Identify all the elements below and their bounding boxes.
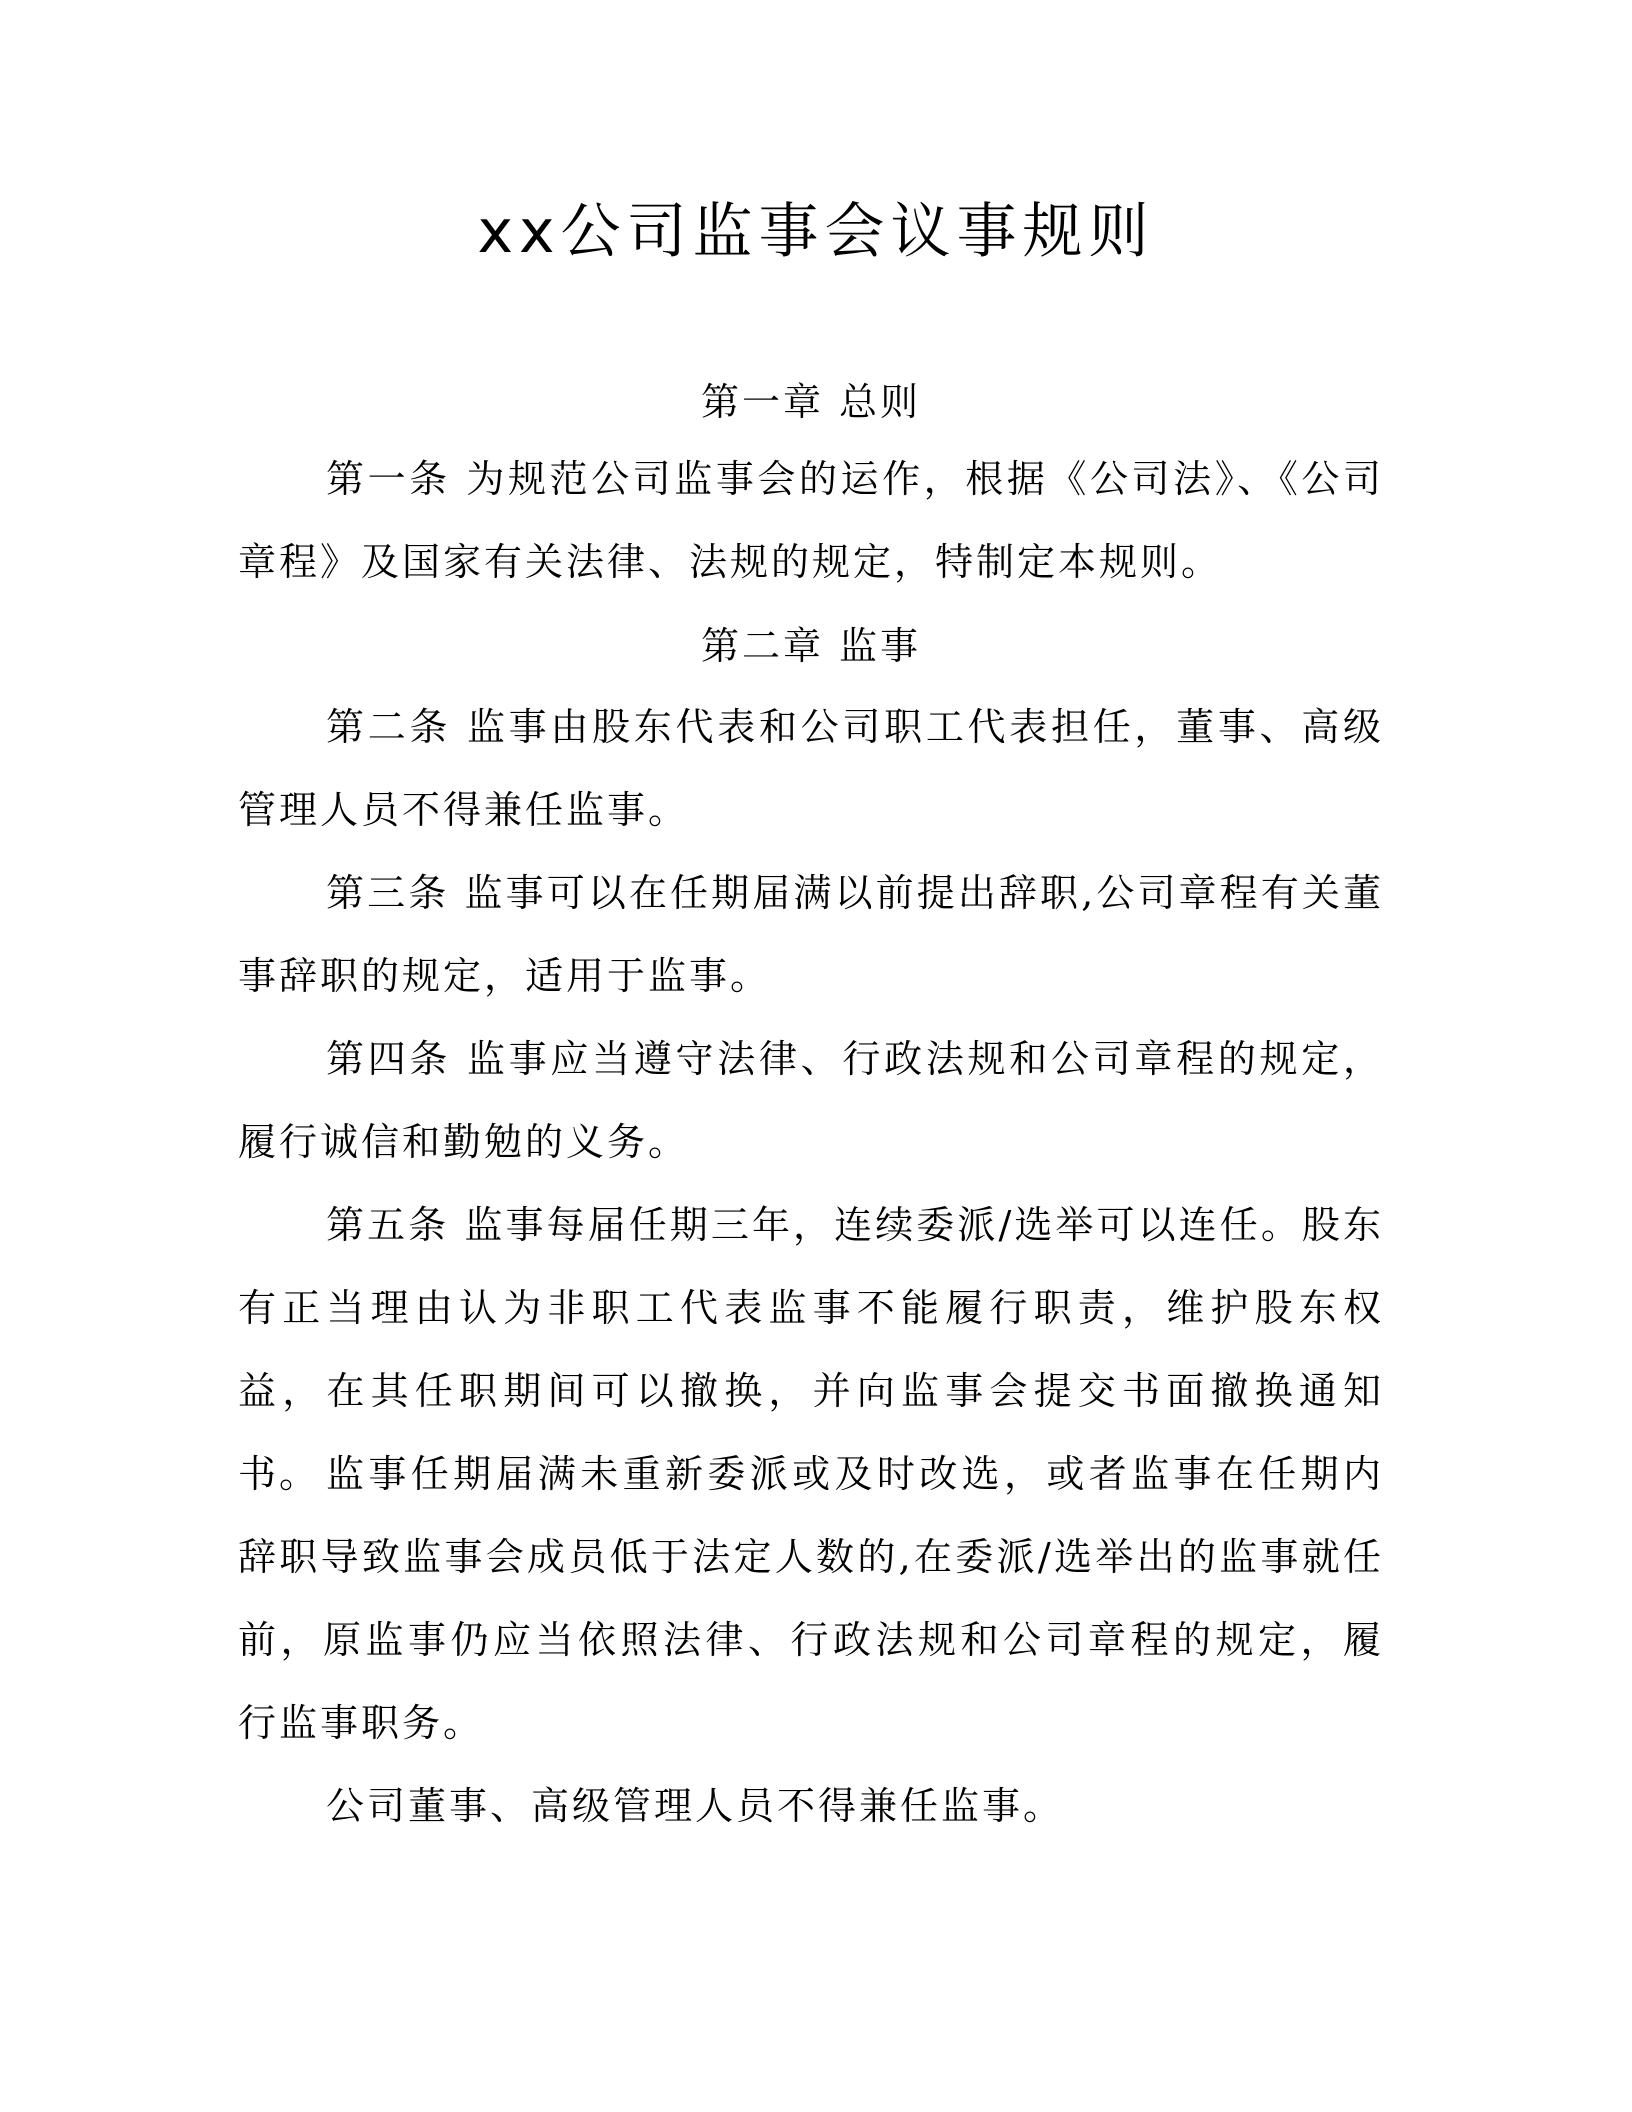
chapter-heading-1: 第一章 总则 [700,380,922,424]
chapter-heading-2: 第二章 监事 [700,624,922,668]
article-3: 第三条 监事可以在任期届满以前提出辞职,公司章程有关董事辞职的规定，适用于监事。 [238,871,1384,998]
article-5: 第五条 监事每届任期三年，连续委派/选举可以连任。股东有正当理由认为非职工代表监事不能履行职责，维护股东权益，在其任职期间可以撤换，并向监事会提交书面撤换通知书。 [238,1203,1384,1496]
article-5-paragraph-3: 公司董事、高级管理人员不得兼任监事。 [326,1784,1065,1828]
article-2: 第二条 监事由股东代表和公司职工代表担任，董事、高级管理人员不得兼任监事。 [238,705,1384,832]
document-title: xx公司监事会议事规则 [477,197,1155,267]
article-5-paragraph-2: 监事任期届满未重新委派或及时改选，或者监事在任期内辞职导致监事会成员低于法定人数的,在委派/选举出的监事就任前，原监事仍应当依照法律、行政法规和公司章程的规定，履行监事职务。 [238,1452,1384,1745]
article-4: 第四条 监事应当遵守法律、行政法规和公司章程的规定，履行诚信和勤勉的义务。 [238,1037,1384,1164]
article-1: 第一条 为规范公司监事会的运作，根据《公司法》、《公司章程》及国家有关法律、法规的规定，特制定本规则。 [238,457,1384,584]
